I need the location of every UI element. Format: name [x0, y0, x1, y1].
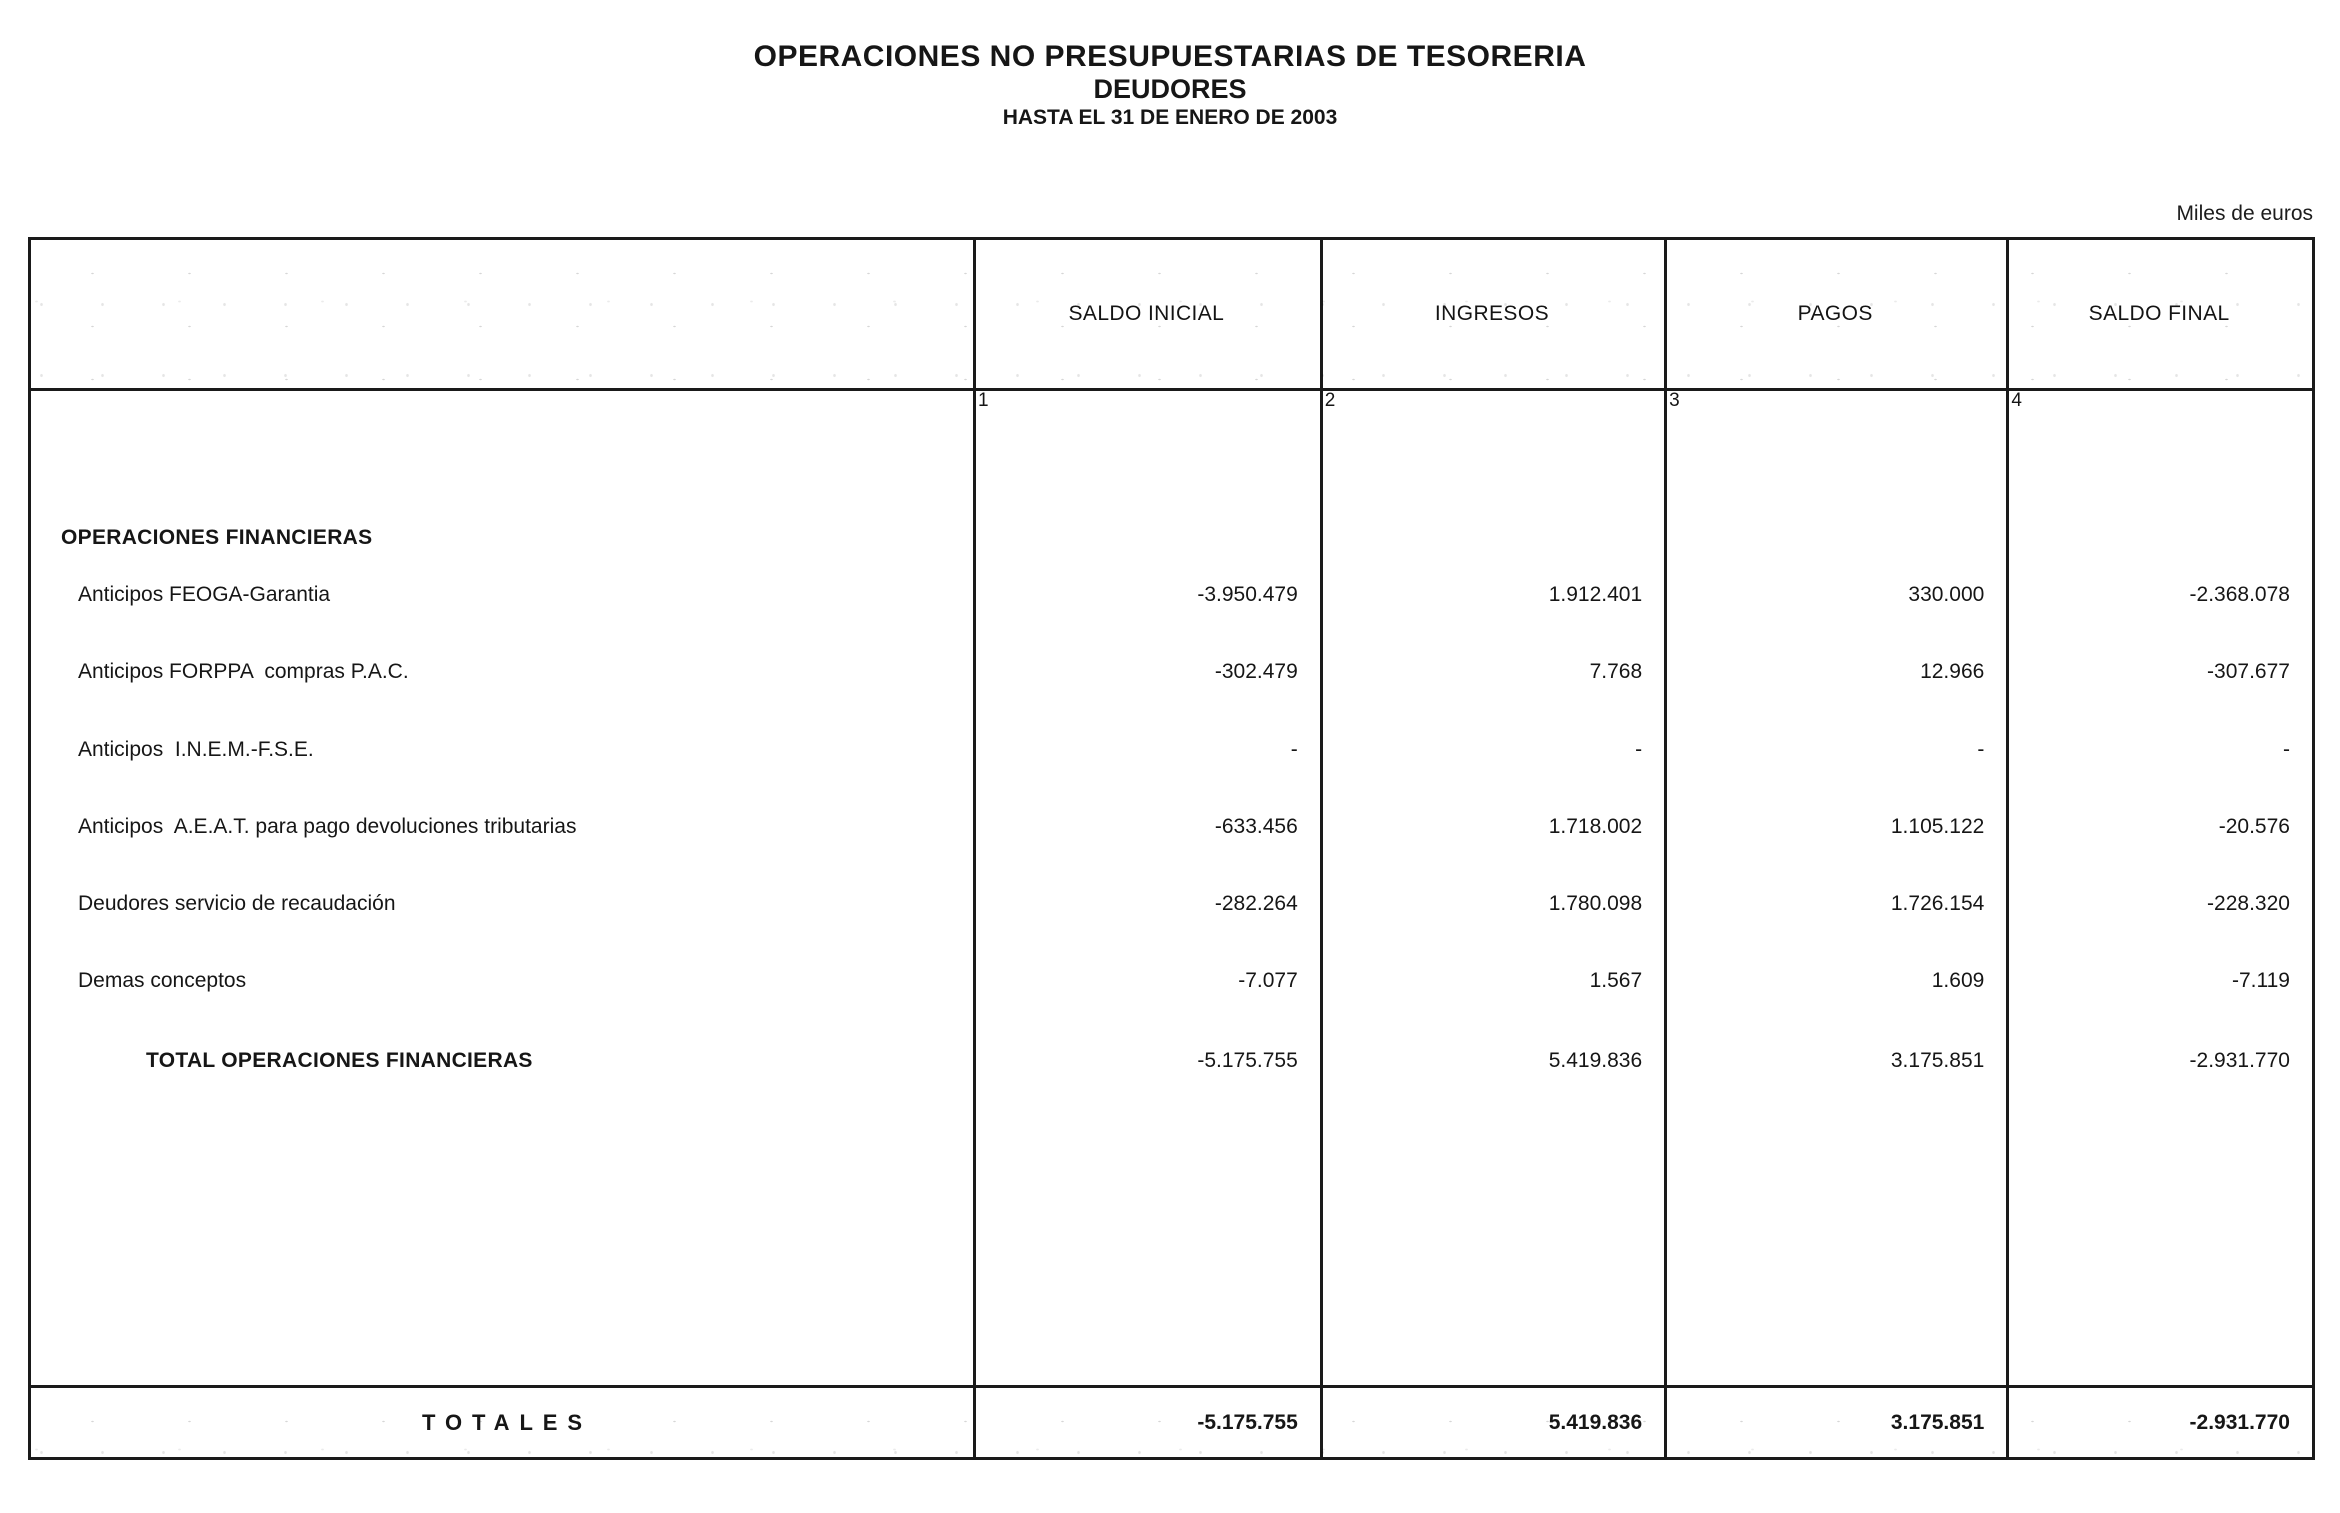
cell-saldo-inicial: -302.479: [1214, 660, 1298, 683]
cell-pagos: 3.175.851: [1890, 1049, 1985, 1072]
cell-ingresos: 1.567: [1589, 969, 1643, 992]
cell-ingresos: 5.419.836: [1548, 1410, 1643, 1434]
table-header-row: [31, 240, 2312, 388]
cell-saldo-final: -20.576: [2218, 815, 2290, 838]
row-label: Anticipos FORPPA compras P.A.C.: [78, 660, 409, 683]
table-row: [31, 730, 2312, 770]
cell-saldo-final: -: [2282, 738, 2290, 761]
section-heading: OPERACIONES FINANCIERAS: [61, 526, 373, 549]
column-number-1: 1: [978, 390, 989, 411]
cell-saldo-final: -2.931.770: [2189, 1410, 2290, 1434]
document-subtitle: DEUDORES: [1093, 74, 1247, 104]
section-heading-row: [31, 518, 2312, 558]
cell-saldo-inicial: -3.950.479: [1197, 583, 1298, 606]
cell-pagos: 1.726.154: [1890, 892, 1985, 915]
cell-saldo-inicial: -5.175.755: [1197, 1049, 1298, 1072]
cell-ingresos: 7.768: [1589, 660, 1643, 683]
subtotal-row: [31, 1041, 2312, 1081]
cell-saldo-inicial: -7.077: [1238, 969, 1298, 992]
header-pagos: PAGOS: [1797, 302, 1873, 325]
row-label: Anticipos A.E.A.T. para pago devoluciones tributarias: [78, 815, 577, 838]
units-label: Miles de euros: [2176, 202, 2313, 225]
cell-saldo-inicial: -282.264: [1214, 892, 1298, 915]
table-row: [31, 652, 2312, 692]
cell-saldo-final: -7.119: [2231, 969, 2290, 992]
table-row: [31, 575, 2312, 615]
column-number-2: 2: [1324, 390, 1336, 411]
cell-pagos: -: [1977, 738, 1985, 761]
cell-pagos: 1.105.122: [1890, 815, 1985, 838]
cell-ingresos: 1.912.401: [1548, 583, 1643, 606]
row-label: Demas conceptos: [78, 969, 247, 992]
column-number-4: 4: [2011, 390, 2022, 411]
header-ingresos: INGRESOS: [1434, 302, 1549, 325]
column-number-row: [31, 391, 2312, 425]
cell-pagos: 330.000: [1908, 583, 1985, 606]
grand-total-row: [31, 1385, 2312, 1457]
deudores-table: [28, 237, 2315, 1460]
row-label: Anticipos FEOGA-Garantia: [78, 583, 331, 606]
cell-saldo-inicial: -633.456: [1214, 815, 1298, 838]
table-row: [31, 807, 2312, 847]
row-label: Deudores servicio de recaudación: [78, 892, 396, 915]
cell-ingresos: 1.780.098: [1548, 892, 1643, 915]
column-number-3: 3: [1669, 390, 1680, 411]
cell-saldo-inicial: -: [1290, 738, 1298, 761]
row-label: Anticipos I.N.E.M.-F.S.E.: [78, 738, 314, 761]
cell-ingresos: 1.718.002: [1548, 815, 1643, 838]
document-date-line: HASTA EL 31 DE ENERO DE 2003: [1002, 106, 1338, 129]
cell-saldo-final: -2.931.770: [2189, 1049, 2290, 1072]
cell-saldo-final: -2.368.078: [2189, 583, 2290, 606]
table-row: [31, 961, 2312, 1001]
cell-pagos: 12.966: [1920, 660, 1985, 683]
grand-total-label: TOTALES: [422, 1409, 592, 1435]
cell-ingresos: -: [1635, 738, 1643, 761]
table-row: [31, 884, 2312, 924]
cell-pagos: 3.175.851: [1890, 1410, 1985, 1434]
cell-saldo-final: -307.677: [2207, 660, 2290, 683]
cell-pagos: 1.609: [1931, 969, 1985, 992]
cell-saldo-final: -228.320: [2207, 892, 2290, 915]
document-title: OPERACIONES NO PRESUPUESTARIAS DE TESORERIA: [753, 40, 1587, 73]
cell-saldo-inicial: -5.175.755: [1197, 1410, 1298, 1434]
cell-ingresos: 5.419.836: [1548, 1049, 1643, 1072]
header-saldo-inicial: SALDO INICIAL: [1068, 302, 1225, 325]
header-saldo-final: SALDO FINAL: [2088, 302, 2230, 325]
title-block: [0, 40, 2340, 131]
subtotal-label: TOTAL OPERACIONES FINANCIERAS: [146, 1049, 533, 1072]
